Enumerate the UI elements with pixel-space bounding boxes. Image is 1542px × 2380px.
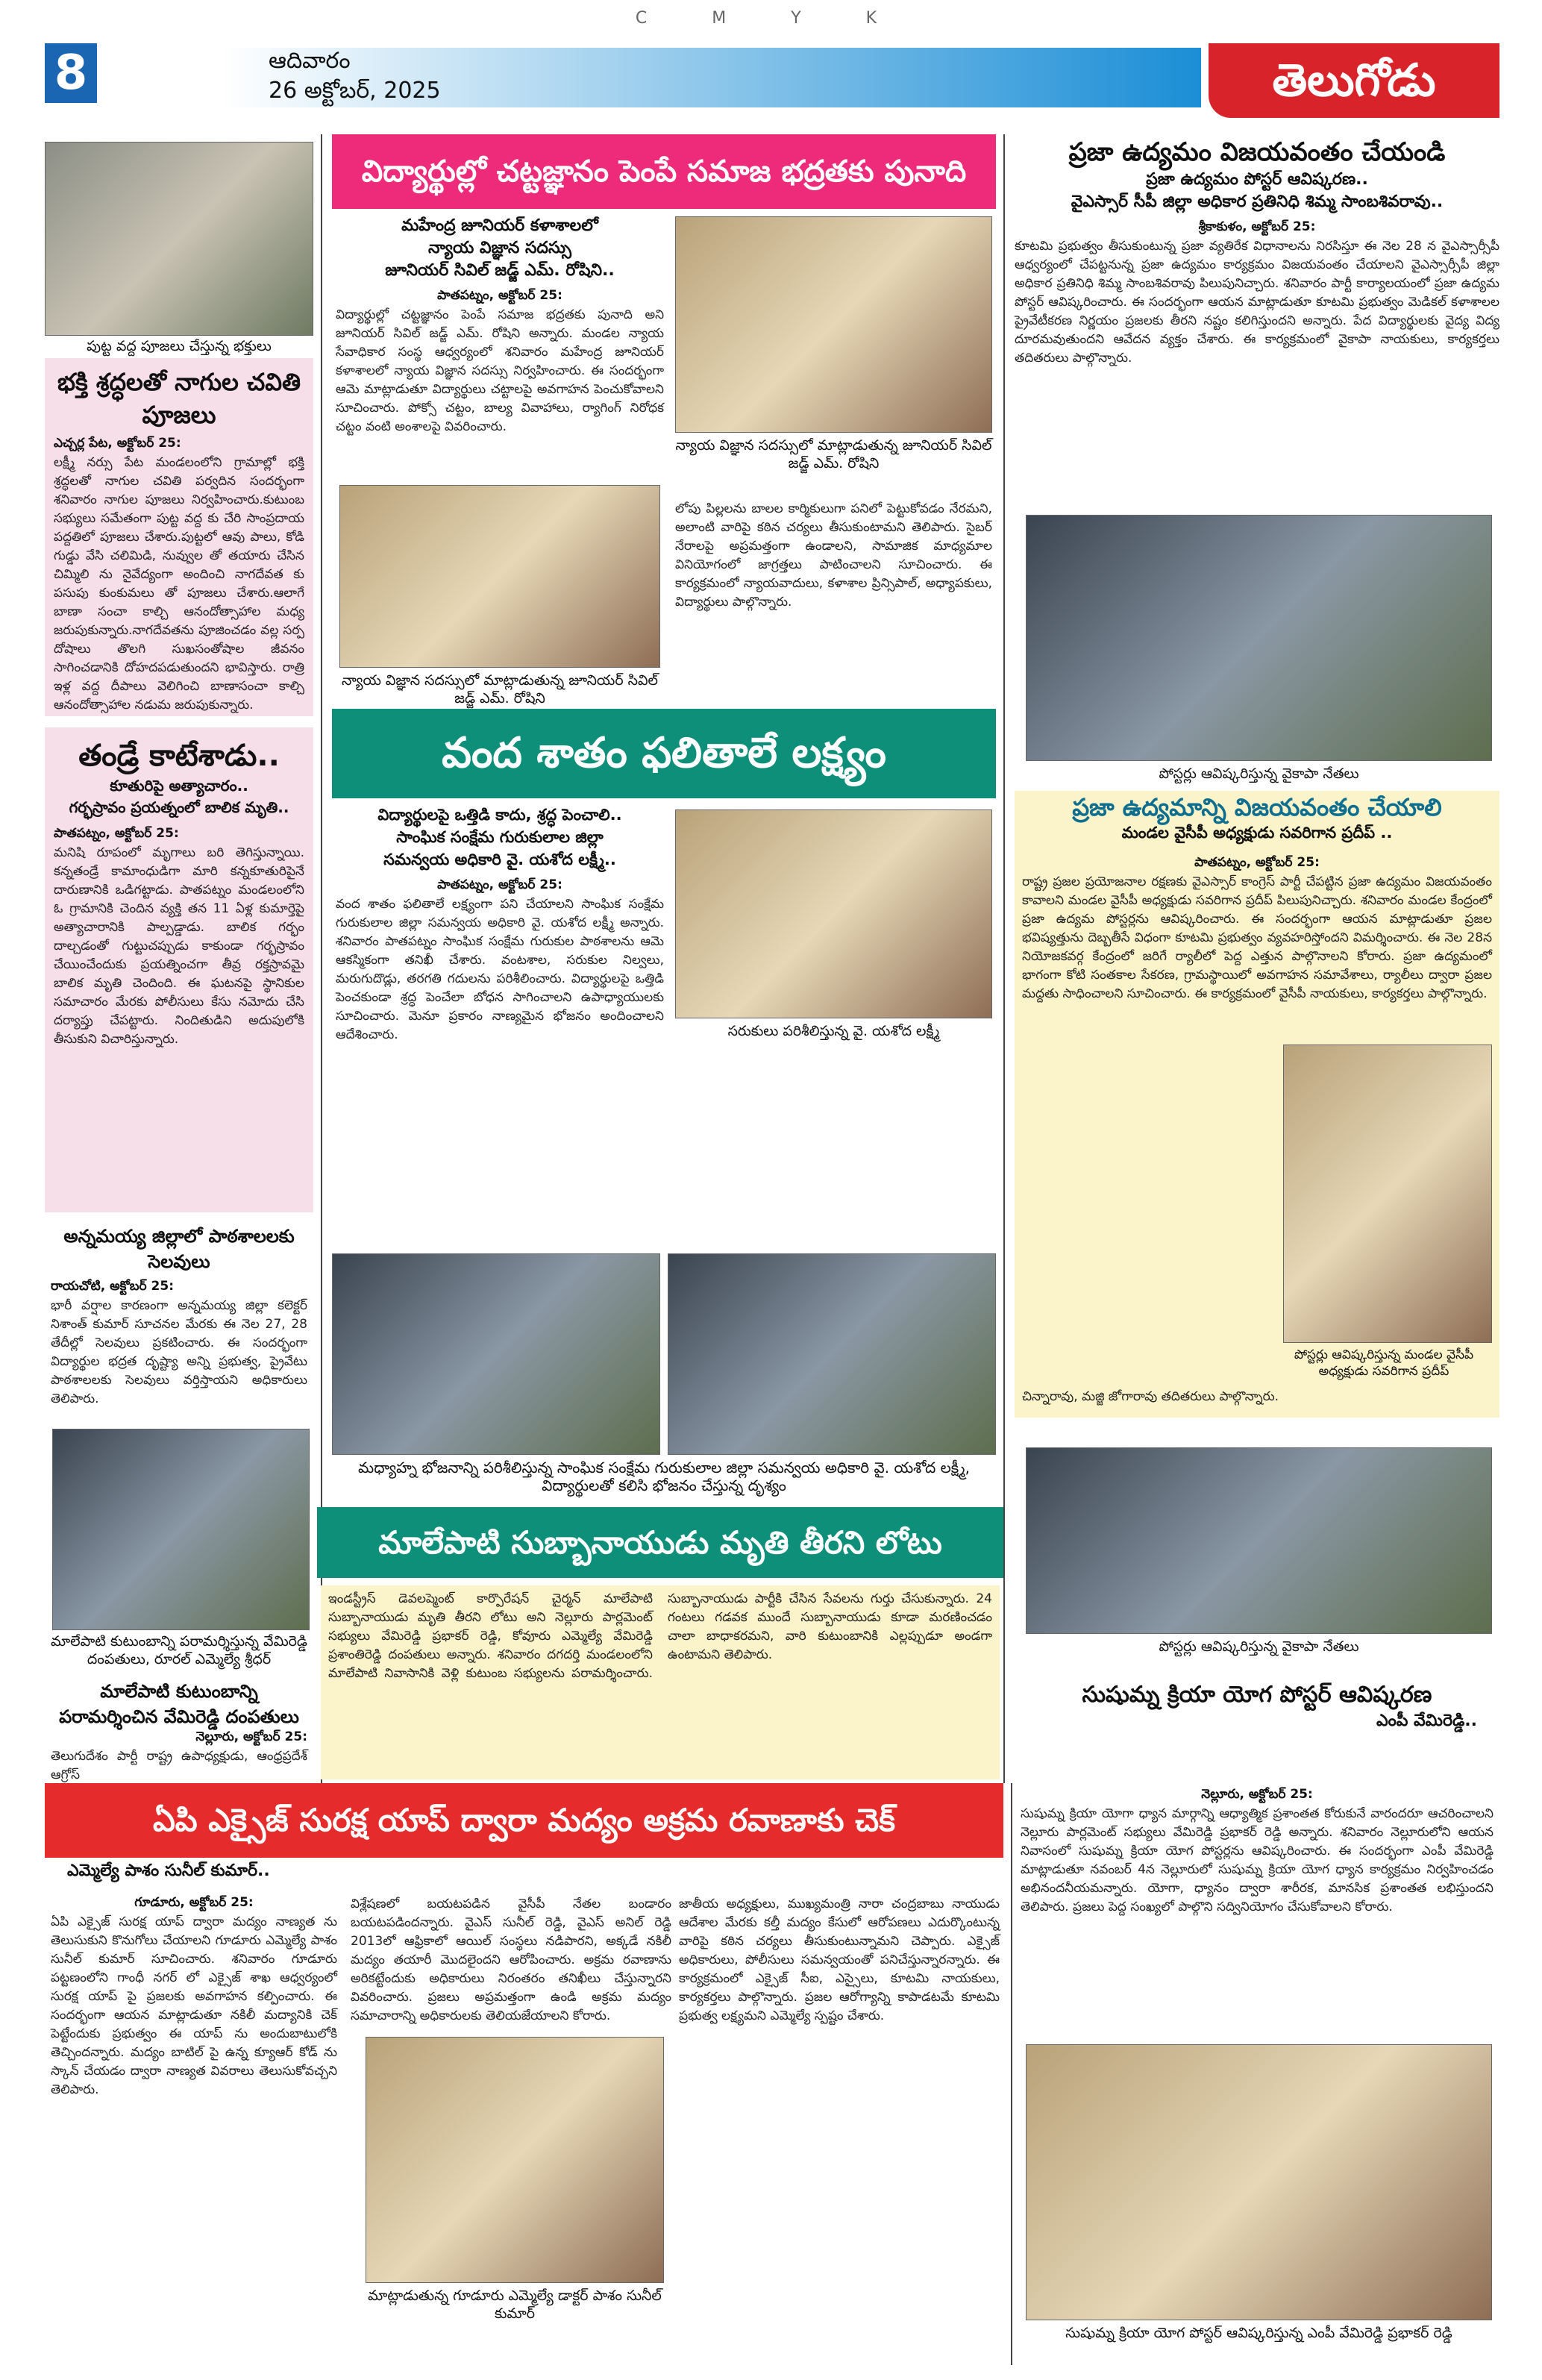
column-divider xyxy=(1011,1783,1012,2365)
photo-mid-day-meal-1 xyxy=(332,1253,660,1455)
story-sub2: న్యాయ విజ్ఞాన సదస్సు xyxy=(428,239,571,257)
date: 26 అక్టోబర్, 2025 xyxy=(269,78,441,104)
story-father-crime xyxy=(45,727,313,1212)
photo-ycp-poster-2 xyxy=(1026,1447,1492,1634)
story-dateline: రాయచోటి, అక్టోబర్ 25: xyxy=(51,1279,175,1294)
cmyk-marks: C M Y K xyxy=(635,9,907,28)
story-body: ఏపి ఎక్సైజ్ సురక్ష యాప్ ద్వారా మద్యం నాణ్యత ను తెలుసుకుని కొనుగోలు చేయాలని గూడూరు ఎమ్మెల్యే పాశం సునీల్ కుమార్ సూచించారు. శనివారం గూడూరు పట్టణంలోని గాంధీ నగర్ లో ఎక్సైజ్ శాఖ ఆధ్వర్యంలో సురక్ష యాప్ పై ప్రజలకు అవగాహన కల్పించారు. ఈ సందర్భంగా ఆయన మాట్లాడుతూ నకిలీ మద్యానికి చెక్ పెట్టేందుకు ప్రభుత్వం ఈ యాప్ ను అందుబాటులోకి తెచ్చిందన్నారు. మద్యం బాటిల్ పై ఉన్న క్యూఆర్ కోడ్ ను స్కాన్ చేయడం ద్వారా నాణ్యత వివరాలు తెలుసుకోవచ్చని తెలిపారు. xyxy=(51,1914,337,2097)
story-body: సుషుమ్న క్రియా యోగా ధ్యాన మార్గాన్ని ఆధ్యాత్మిక ప్రశాంతత కోరుకునే వారందరూ ఆచరించాలని నెల్లూరు పార్లమెంట్ సభ్యులు వేమిరెడ్డి ప్రభాకర్ రెడ్డి అన్నారు. శనివారం నెల్లూరులోని ఆయన నివాసంలో సుషుమ్న క్రియా యోగ పోస్టర్లను ఆవిష్కరించారు. ఈ సందర్భంగా ఎంపీ వేమిరెడ్డి మాట్లాడుతూ నవంబర్ 4న నెల్లూరులో సుషుమ్న క్రియా యోగ ధ్యాన కార్యక్రమం నిర్వహించడం అభినందనీయమన్నారు. యోగా, ధ్యానం ద్వారా శారీరక, మానసిక ప్రశాంతత లభిస్తుందని తెలిపారు. ప్రజలు పెద్ద సంఖ్యలో పాల్గొని సద్వినియోగం చేసుకోవాలని కోరారు. xyxy=(1021,1806,1494,1914)
caption-ycp-poster-1: పోస్టర్లు ఆవిష్కరిస్తున్న వైకాపా నేతలు xyxy=(1159,765,1359,782)
photo-naga-puja xyxy=(45,142,313,336)
caption-mid-day-meal: మధ్యాహ్న భోజనాన్ని పరిశీలిస్తున్న సాంఘిక సంక్షేమ గురుకులాల జిల్లా సమన్వయ అధికారి వై. యశోద లక్ష్మీ, విద్యార్థులతో కలిసి భోజనం చేస్తున్న దృశ్యం xyxy=(358,1459,970,1494)
story-results-goal xyxy=(336,806,664,1253)
story-dateline: పాతపట్నం, అక్టోబర్ 25: xyxy=(1194,855,1320,870)
story-sub: ఎంపీ వేమిరెడ్డి.. xyxy=(1376,1712,1477,1730)
story-sub1: కూతురిపై అత్యాచారం.. xyxy=(110,777,248,795)
story-kriya-yoga-title xyxy=(1015,1679,1499,1783)
caption-groceries-check: సరుకులు పరిశీలిస్తున్న వై. యశోద లక్ష్మీ xyxy=(727,1023,940,1039)
caption-pradeep: పోస్టర్లు ఆవిష్కరిస్తున్న మండల వైసీపీ అధ్యక్షుడు సవరిగాన ప్రదీప్ xyxy=(1294,1347,1474,1379)
excise-story-col1 xyxy=(45,1895,343,2358)
excise-story-col2: విశ్లేషణలో బయటపడిన వైసీపీ నేతల బండారం బయటపడిందన్నారు. వైఎస్ సునీల్ రెడ్డి, వైఎస్ అనిల్ రెడ్డి 2013లో ఆఫ్రికాలో ఆయిల్ సంస్థలు నడిపారని, అక్కడే నకిలీ మద్యం తయారీ మొదలైందని ఆరోపించారు. అక్రమ రవాణాను అరికట్టేందుకు అధికారులు నిరంతరం తనిఖీలు చేస్తున్నారని వివరించారు. ప్రజలు అప్రమత్తంగా ఉండి అక్రమ మద్యం సమాచారాన్ని అధికారులకు తెలియజేయాలని కోరారు. xyxy=(351,1897,671,2023)
story-sub2: గర్భస్రావం ప్రయత్నంలో బాలిక మృతి.. xyxy=(69,798,289,816)
story-dateline: గూడూరు, అక్టోబర్ 25: xyxy=(134,1895,254,1910)
photo-pradeep xyxy=(1283,1045,1492,1343)
story-sub3: సమన్వయ అధికారి వై. యశోద లక్ష్మీ.. xyxy=(383,851,616,868)
photo-law-awareness-1 xyxy=(675,216,992,433)
excise-sub: ఎమ్మెల్యే పాశం సునీల్ కుమార్.. xyxy=(67,1861,270,1880)
photo-ycp-poster-1 xyxy=(1026,515,1492,761)
story-law-awareness xyxy=(336,216,664,507)
story-body: భారీ వర్షాల కారణంగా అన్నమయ్య జిల్లా కలెక్టర్ నిశాంత్ కుమార్ సూచనల మేరకు ఈ నెల 27, 28 తేదీల్లో సెలవులు ప్రకటించారు. ఈ సందర్భంగా విద్యార్థుల భద్రత దృష్ట్యా అన్ని ప్రభుత్వ, ప్రైవేటు పాఠశాలలకు సెలవులు వర్తిస్తాయని అధికారులు తెలిపారు. xyxy=(51,1298,307,1406)
brand-logo: తెలుగోడు xyxy=(1209,43,1499,118)
story-holidays xyxy=(45,1224,313,1418)
photo-law-awareness-2 xyxy=(339,485,660,668)
story-body: తెలుగుదేశం పార్టీ రాష్ట్ర ఉపాధ్యక్షుడు, ఆంధ్రప్రదేశ్ ఆగ్రోస్ xyxy=(51,1749,307,1782)
banner-excise-app: ఏపి ఎక్సైజ్ సురక్ష యాప్ ద్వారా మద్యం అక్రమ రవాణాకు చెక్ xyxy=(45,1783,1003,1858)
story-sub1: విద్యార్థులపై ఒత్తిడి కాదు, శ్రద్ధ పెంచాలి.. xyxy=(377,806,622,824)
caption-law-awareness-2: న్యాయ విజ్ఞాన సదస్సులో మాట్లాడుతున్న జూనియర్ సివిల్ జడ్జ్ ఎమ్. రోషిని xyxy=(342,672,658,707)
photo-excise-mla xyxy=(366,2037,664,2283)
excise-story-col3: జాతీయ అధ్యక్షులు, ముఖ్యమంత్రి నారా చంద్రబాబు నాయుడు ఆదేశాల మేరకు కల్తీ మద్యం కేసులో ఆరోపణలు ఎదుర్కొంటున్న వారిపై కఠిన చర్యలు తీసుకుంటున్నామని చెప్పారు. ఎక్సైజ్ అధికారులు, పోలీసులు సమన్వయంతో పనిచేస్తున్నారన్నారు. ఈ కార్యక్రమంలో ఎక్సైజ్ సీఐ, ఎస్సైలు, కూటమి నాయకులు, కార్యకర్తలు పాల్గొన్నారు. ప్రజల ఆరోగ్యాన్ని కాపాడటమే కూటమి ప్రభుత్వ లక్ష్యమని ఎమ్మెల్యే స్పష్టం చేశారు. xyxy=(679,1897,1000,2023)
story-dateline: పాతపట్నం, అక్టోబర్ 25: xyxy=(54,826,179,841)
caption-law-awareness-1: న్యాయ విజ్ఞాన సదస్సులో మాట్లాడుతున్న జూనియర్ సివిల్ జడ్జ్ ఎమ్. రోషిని xyxy=(675,437,992,472)
story-sub2: సాంఘిక సంక్షేమ గురుకులాల జిల్లా xyxy=(396,828,604,846)
story-sub2: వైఎస్సార్ సీపీ జిల్లా అధికార ప్రతినిధి శిమ్మ సాంబశివరావు.. xyxy=(1071,192,1444,211)
story-malepati-family xyxy=(45,1679,313,1782)
dateline xyxy=(269,46,441,106)
caption-malepati-visit: మాలేపాటి కుటుంబాన్ని పరామర్శిస్తున్న వేమిరెడ్డి దంపతులు, రూరల్ ఎమ్మెల్యే శ్రీధర్ xyxy=(50,1633,307,1667)
story-title: అన్నమయ్య జిల్లాలో పాఠశాలలకు సెలవులు xyxy=(63,1226,295,1272)
story-body-continued: లోపు పిల్లలను బాలల కార్మికులుగా పనిలో పెట్టుకోవడం నేరమని, అలాంటి వారిపై కఠిన చర్యలు తీసుకుంటామని తెలిపారు. సైబర్ నేరాలపై అప్రమత్తంగా ఉండాలని, సామాజిక మాధ్యమాల వినియోగంలో జాగ్రత్తలు పాటించాలని సూచించారు. ఈ కార్యక్రమంలో న్యాయవాదులు, కళాశాల ప్రిన్సిపాల్, అధ్యాపకులు, విద్యార్థులు పాల్గొన్నారు. xyxy=(675,501,992,610)
column-divider xyxy=(1003,134,1005,1783)
story-naga-chavithi xyxy=(45,358,313,716)
story-kriya-yoga xyxy=(1015,1787,1499,2033)
caption-kriya-yoga: సుషుమ్న క్రియా యోగ పోస్టర్ ఆవిష్కరిస్తున్న ఎంపీ వేమిరెడ్డి ప్రభాకర్ రెడ్డి xyxy=(1065,2325,1452,2341)
caption-naga-puja: పుట్ట వద్ద పూజలు చేస్తున్న భక్తులు xyxy=(87,338,272,354)
story-tail: చిన్నారావు, మజ్జి జోగారావు తదితరులు పాల్గొన్నారు. xyxy=(1022,1389,1279,1404)
story-title: సుషుమ్న క్రియా యోగ పోస్టర్ ఆవిష్కరణ xyxy=(1082,1682,1432,1708)
story-title: ప్రజా ఉద్యమాన్ని విజయవంతం చేయాలి xyxy=(1072,793,1442,821)
story-body: మనిషి రూపంలో మృగాలు బరి తెగిస్తున్నాయి. కన్నతండ్రే కామాంధుడిగా మారి కన్నకూతురిపైనే దారుణానికి ఒడిగట్టాడు. పాతపట్నం మండలంలోని ఓ గ్రామానికి చెందిన వ్యక్తి తన 11 ఏళ్ల కుమార్తెపై అత్యాచారానికి పాల్పడ్డాడు. బాలిక గర్భం దాల్చడంతో గుట్టుచప్పుడు కాకుండా గర్భస్రావం చేయించేందుకు ప్రయత్నించగా తీవ్ర రక్తస్రావమై బాలిక మృతి చెందింది. ఈ ఘటనపై స్థానికుల సమాచారం మేరకు పోలీసులు కేసు నమోదు చేసి దర్యాప్తు చేపట్టారు. నిందితుడిని అదుపులోకి తీసుకుని విచారిస్తున్నారు. xyxy=(54,845,304,1047)
caption-excise-mla: మాట్లాడుతున్న గూడూరు ఎమ్మెల్యే డాక్టర్ పాశం సునీల్ కుమార్ xyxy=(368,2287,662,2322)
photo-groceries-check xyxy=(675,809,992,1018)
story-title: తండ్రే కాటేశాడు.. xyxy=(78,739,280,773)
story-dateline: పాతపట్నం, అక్టోబర్ 25: xyxy=(437,877,562,892)
day: ఆదివారం xyxy=(269,48,351,74)
story-dateline: నెల్లూరు, అక్టోబర్ 25: xyxy=(1201,1787,1313,1802)
story-sub3: జూనియర్ సివిల్ జడ్జ్ ఎమ్. రోషిని.. xyxy=(385,261,615,280)
story-title-box xyxy=(1015,791,1499,851)
caption-ycp-poster-2: పోస్టర్లు ఆవిష్కరిస్తున్న వైకాపా నేతలు xyxy=(1159,1638,1359,1655)
story-sub1: మహేంద్ర జూనియర్ కళాశాలలో xyxy=(401,216,598,235)
photo-kriya-yoga xyxy=(1026,2044,1492,2320)
story-sub: మండల వైసీపీ అధ్యక్షుడు సవరిగాన ప్రదీప్ .. xyxy=(1121,824,1393,842)
story-body: విద్యార్థుల్లో చట్టజ్ఞానం పెంపే సమాజ భద్రతకు పునాది అని జూనియర్ సివిల్ జడ్జ్ ఎమ్. రోషిని అన్నారు. మండల న్యాయ సేవాధికార సంస్థ ఆధ్వర్యంలో శనివారం మహేంద్ర జూనియర్ కళాశాలలో న్యాయ విజ్ఞాన సదస్సు నిర్వహించారు. ఈ సందర్భంగా ఆమె మాట్లాడుతూ విద్యార్థులు చట్టాలపై అవగాహన పెంచుకోవాలని సూచించారు. పోక్సో చట్టం, బాల్య వివాహాలు, ర్యాగింగ్ నిరోధక చట్టం వంటి అంశాలపై వివరించారు. xyxy=(336,307,664,434)
story-title: ప్రజా ఉద్యమం విజయవంతం చేయండి xyxy=(1068,137,1446,167)
photo-malepati-visit xyxy=(52,1429,310,1630)
story-praja-udyamam xyxy=(1015,134,1499,515)
story-title: భక్తి శ్రద్ధలతో నాగుల చవితి పూజలు xyxy=(57,368,301,429)
banner-law-awareness: విద్యార్థుల్లో చట్టజ్ఞానం పెంపే సమాజ భద్రతకు పునాది xyxy=(332,134,996,209)
banner-results-goal: వంద శాతం ఫలితాలే లక్ష్యం xyxy=(332,709,996,798)
story-sub1: ప్రజా ఉద్యమం పోస్టర్ ఆవిష్కరణ.. xyxy=(1146,170,1368,189)
story-title: మాలేపాటి కుటుంబాన్ని పరామర్శించిన వేమిరెడ్డి దంపతులు xyxy=(59,1681,299,1727)
story-dateline: శ్రీకాకుళం, అక్టోబర్ 25: xyxy=(1198,219,1316,234)
story-dateline: ఎచ్చర్ల పేట, అక్టోబర్ 25: xyxy=(54,436,181,451)
story-body: రాష్ట్ర ప్రజల ప్రయోజనాల రక్షణకు వైఎస్సార్ కాంగ్రెస్ పార్టీ చేపట్టిన ప్రజా ఉద్యమం విజయవంతం కావాలని మండల వైసీపీ అధ్యక్షుడు సవరిగాన ప్రదీప్ పిలుపునిచ్చారు. శనివారం మండల కేంద్రంలో ప్రజా ఉద్యమ పోస్టర్లను ఆవిష్కరించారు. ఈ సందర్భంగా ఆయన మాట్లాడుతూ ప్రజల భవిష్యత్తును దెబ్బతీసే విధంగా కూటమి ప్రభుత్వం వ్యవహరిస్తోందని విమర్శించారు. ఈ నెల 28న నియోజకవర్గ కేంద్రంలో జరిగే ర్యాలీలో పెద్ద ఎత్తున పాల్గొనాలని కోరారు. ప్రజా ఉద్యమంలో భాగంగా కోటి సంతకాల సేకరణ, గ్రామస్థాయిలో అవగాహన సమావేశాలు, ర్యాలీలు ద్వారా ప్రజల మద్దతు సాధించాలని సూచించారు. ఈ కార్యక్రమంలో వైసీపీ నాయకులు, కార్యకర్తలు పాల్గొన్నారు. xyxy=(1022,874,1492,1001)
story-malepati-loss: ఇండస్ట్రీస్ డెవలప్మెంట్ కార్పొరేషన్ చైర్మన్ మాలేపాటి సుబ్బానాయుడు మృతి తీరని లోటు అని నెల్లూరు పార్లమెంట్ సభ్యులు వేమిరెడ్డి ప్రభాకర్ రెడ్డి, కోవూరు ఎమ్మెల్యే వేమిరెడ్డి ప్రశాంతిరెడ్డి దంపతులు అన్నారు. శనివారం దగదర్తి మండలంలోని మాలేపాటి నివాసానికి వెళ్లి కుటుంబ సభ్యులను పరామర్శించారు. సుబ్బానాయుడు పార్టీకి చేసిన సేవలను గుర్తు చేసుకున్నారు. 24 గంటలు గడవక ముందే సుబ్బానాయుడు కూడా మరణించడం చాలా బాధాకరమని, వారి కుటుంబానికి ఎల్లప్పుడూ అండగా ఉంటామని తెలిపారు. xyxy=(321,1585,1000,1779)
story-dateline: నెల్లూరు, అక్టోబర్ 25: xyxy=(195,1729,307,1744)
story-body: కూటమి ప్రభుత్వం తీసుకుంటున్న ప్రజా వ్యతిరేక విధానాలను నిరసిస్తూ ఈ నెల 28 న వైఎస్సార్సీపీ ఆధ్వర్యంలో చేపట్టనున్న ప్రజా ఉద్యమం కార్యక్రమం విజయవంతం చేయాలని వైఎస్సార్సీపీ జిల్లా అధికార ప్రతినిధి శిమ్మ సాంబశివరావు పిలుపునిచ్చారు. శనివారం పార్టీ కార్యాలయంలో ప్రజా ఉద్యమ పోస్టర్ ఆవిష్కరించారు. ఈ సందర్భంగా ఆయన మాట్లాడుతూ కూటమి ప్రభుత్వం మెడికల్ కళాశాలల ప్రైవేటీకరణ నిర్ణయం ప్రజలకు తీరని నష్టం కలిగిస్తుందని అన్నారు. పేద విద్యార్థులకు వైద్య విద్య దూరమవుతుందని ఆవేదన వ్యక్తం చేశారు. ఈ కార్యక్రమంలో వైకాపా నాయకులు, కార్యకర్తలు తదితరులు పాల్గొన్నారు. xyxy=(1015,239,1499,366)
photo-mid-day-meal-2 xyxy=(668,1253,996,1455)
page-number: 8 xyxy=(45,43,97,103)
story-dateline: పాతపట్నం, అక్టోబర్ 25: xyxy=(437,288,562,303)
banner-malepati-loss: మాలేపాటి సుబ్బానాయుడు మృతి తీరని లోటు xyxy=(317,1507,1003,1578)
story-body: లక్ష్మీ నర్సు పేట మండలంలోని గ్రామాల్లో భక్తి శ్రద్ధలతో నాగుల చవితి పర్వదిన సందర్భంగా శనివారం నాగుల పూజలు నిర్వహించారు.కుటుంబ సభ్యులు సమేతంగా పుట్ట వద్ద కు చేరి సాంప్రదాయ పద్దతిలో పూజలు చేశారు.పుట్టలో ఆవు పాలు, కోడి గుడ్డు వేసి చలిమిడి, నువ్వుల తో తయారు చేసిన చిమ్మిలి ను నైవేద్యంగా అందించి నాగదేవత కు పసుపు కుంకుమలు తో పూజలు చేశారు.ఆలాగే బాణా సంచా కాల్చి ఆనందోత్సాహాల మధ్య జరుపుకున్నారు.నాగదేవతను పూజించడం వల్ల సర్ప దోషాలు తొలగి సుఖసంతోషాల జీవనం సాగించడానికి దోహదపడుతుందని భావిస్తారు. రాత్రి ఇళ్ల వద్ద దీపాలు వెలిగించి బాణాసంచా కాల్చి ఆనందోత్సాహాల నడుమ జరుపుకున్నారు. xyxy=(54,455,304,713)
story-body: వంద శాతం ఫలితాలే లక్ష్యంగా పని చేయాలని సాంఘిక సంక్షేమ గురుకులాల జిల్లా సమన్వయ అధికారి వై. యశోద లక్ష్మీ అన్నారు. శనివారం పాతపట్నం సాంఘిక సంక్షేమ గురుకుల పాఠశాలను ఆమె ఆకస్మికంగా తనిఖీ చేశారు. వంటశాల, సరుకుల నిల్వలు, మరుగుదొడ్లు, తరగతి గదులను పరిశీలించారు. విద్యార్థులపై ఒత్తిడి పెంచకుండా శ్రద్ధ పెంచేలా బోధన సాగించాలని ఉపాధ్యాయులకు సూచించారు. మెనూ ప్రకారం నాణ్యమైన భోజనం అందించాలని ఆదేశించారు. xyxy=(336,897,664,1042)
